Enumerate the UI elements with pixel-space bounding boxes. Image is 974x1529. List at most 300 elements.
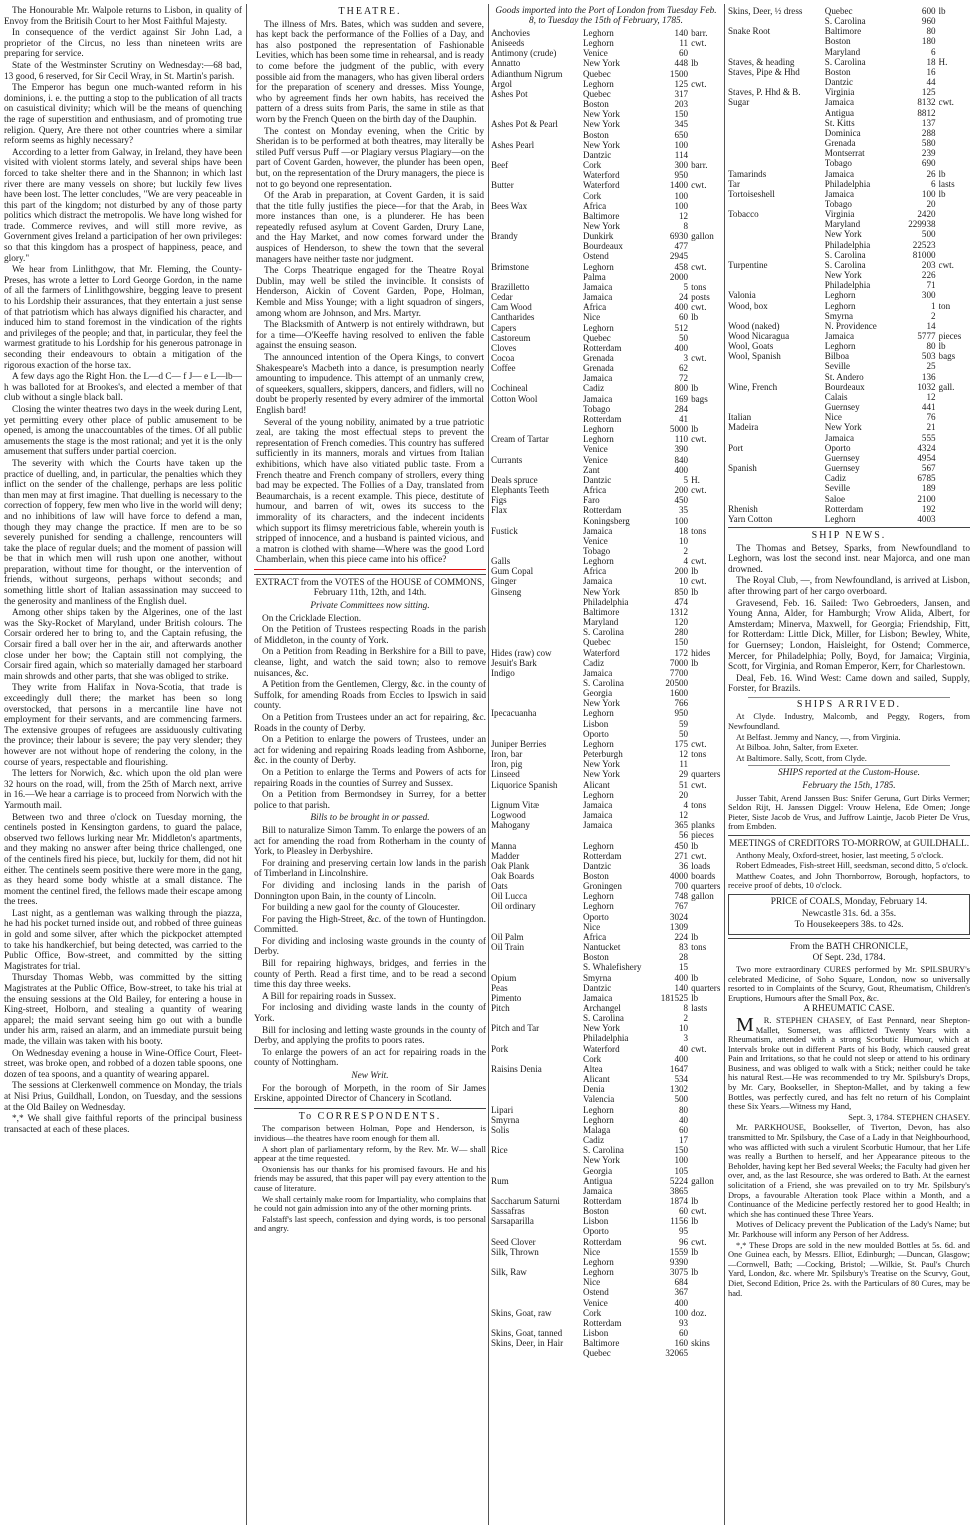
import-quantity: 56 [678, 830, 689, 841]
import-good [728, 250, 825, 260]
import-good: Italian [728, 412, 752, 423]
import-good [491, 444, 583, 454]
import-quantity: 4954 [917, 452, 936, 463]
commons-item: On a Petition from Reading in Berkshire for a Bill to pave, cleanse, light, and watch the said town; also to remove nuisances, &c. [254, 647, 486, 679]
import-quantity: 840 [674, 454, 689, 465]
import-row [728, 189, 970, 199]
import-port: Venice [583, 48, 608, 59]
import-row [491, 1216, 721, 1226]
import-row [491, 1166, 721, 1176]
import-quantity: 192 [921, 503, 936, 514]
import-good [728, 270, 825, 280]
import-unit [691, 1328, 721, 1338]
import-port: S. Carolina [824, 16, 866, 27]
import-unit [939, 118, 970, 128]
import-unit [939, 473, 970, 483]
import-unit [691, 241, 721, 251]
import-good: Currants [491, 454, 523, 465]
import-quantity: 229938 [908, 219, 936, 230]
import-row [728, 118, 970, 128]
import-good [491, 414, 583, 424]
import-port: Bilboa [824, 351, 850, 362]
import-port: Jamaica [583, 810, 613, 821]
import-good [491, 1277, 583, 1287]
import-port: Africa [583, 931, 607, 942]
import-port: Baltimore [824, 26, 862, 37]
import-row [491, 353, 721, 363]
import-row [491, 475, 721, 485]
import-row [491, 597, 721, 607]
import-unit: cwt. [691, 434, 707, 445]
import-quantity: 6930 [669, 231, 689, 242]
import-row [491, 282, 721, 292]
import-row [491, 1247, 721, 1257]
import-unit [691, 48, 721, 58]
import-row [491, 1267, 721, 1277]
import-row [491, 617, 721, 627]
import-row [728, 311, 970, 321]
import-quantity: 600 [921, 6, 936, 16]
correspondent-note: We shall certainly make room for Impartiality, who complains that he could not gain admission into any of the other morning prints. [254, 1194, 486, 1214]
import-row [491, 292, 721, 302]
import-quantity: 5 [683, 281, 689, 292]
import-port: Cork [583, 1307, 602, 1318]
import-row [728, 250, 970, 260]
import-row [728, 392, 970, 402]
import-unit [939, 402, 970, 412]
import-quantity: 18 [926, 56, 936, 67]
import-row [491, 1338, 721, 1348]
import-port: Venice [583, 444, 608, 455]
news-paragraph: The sessions at Clerkenwell commence on Monday, the trials at Nisi Prius, Guildhall, London, on Tuesday, and the sessions at the Old Bailey on Wednesday. [4, 1081, 242, 1113]
import-quantity: 62 [678, 363, 689, 374]
import-row [491, 130, 721, 140]
import-quantity: 80 [678, 1104, 689, 1115]
import-port: New York [583, 220, 620, 231]
import-unit [939, 209, 970, 219]
import-port: Archangel [583, 1003, 621, 1013]
import-port: Antigua [824, 107, 855, 118]
import-port: Groningen [583, 881, 622, 892]
import-good: Cloves [491, 342, 517, 353]
import-quantity: 317 [674, 88, 689, 99]
import-port: Leghorn [583, 891, 614, 902]
import-port: S. Carolina [583, 627, 624, 638]
import-quantity: 203 [674, 99, 689, 110]
import-unit [691, 191, 721, 201]
import-port: Denia [583, 1084, 605, 1095]
import-quantity: 11 [679, 38, 689, 49]
import-unit: cwt. [691, 180, 707, 191]
import-good: Lignum Vitæ [491, 799, 540, 810]
import-quantity: 40 [678, 1043, 689, 1054]
import-good [728, 402, 825, 412]
import-unit: lb [691, 566, 699, 577]
import-row [491, 912, 721, 922]
import-port: Antigua [583, 1175, 613, 1186]
import-unit [691, 333, 721, 343]
import-unit: gall. [938, 381, 955, 392]
import-unit: loads [691, 860, 711, 871]
import-port: Oporto [583, 728, 609, 739]
import-good: Tamarinds [728, 168, 767, 179]
import-port: Nice [583, 1246, 601, 1257]
import-good [491, 241, 583, 251]
import-unit [939, 321, 970, 331]
import-quantity: 100 [674, 200, 689, 211]
import-unit [691, 708, 721, 718]
import-good [491, 1013, 583, 1023]
import-unit: cwt. [691, 850, 707, 861]
import-quantity: 100 [674, 190, 689, 201]
theatre-article [254, 6, 486, 570]
import-row [491, 1105, 721, 1115]
import-unit [691, 1318, 721, 1328]
import-quantity: 400 [674, 972, 689, 983]
import-quantity: 189 [921, 483, 936, 494]
import-quantity: 200 [674, 485, 689, 496]
import-good: Deals spruce [491, 474, 538, 485]
import-good [728, 433, 825, 443]
drop-cap: M [736, 1013, 754, 1036]
import-row [491, 1135, 721, 1145]
import-good: Oil Train [491, 942, 525, 953]
import-port: Valencia [583, 1094, 615, 1105]
import-port: Leghorn [583, 322, 614, 333]
import-good [491, 597, 583, 607]
commons-item: A Petition from the Gentlemen, Clergy, &c. in the county of Suffolk, for amending Roads from Eccles to Ipswich in said county. [254, 680, 486, 712]
import-good [728, 473, 825, 483]
import-row [491, 536, 721, 546]
import-unit: cwt. [691, 302, 707, 313]
import-quantity: 3 [683, 353, 689, 363]
creditor-meeting: Robert Edmeades, Fish-street Hill, seedsman, second ditto, 5 o'clock. [736, 861, 969, 871]
news-paragraph: According to a letter from Galway, in Ireland, they have been visited with violent storms lately, and several ships have been forced to take shelter there and in the Shannon; in which last river there are many vessels on shore; but luckily few lives have been lost. The letter concludes, "We are very peaceable in this part of the kingdom; not disturbed by any of those party politics which distract the metropolis. We have long wished for trade. Commerce revives, and will still more revive, as Government gives Ireland a participation of her own privileges: so that this kingdom has a prospect of happiness, peace, and glory." [4, 147, 242, 264]
import-port: Boston [824, 66, 851, 77]
import-row [491, 201, 721, 211]
import-quantity: 21 [926, 422, 936, 433]
import-good: Iron, pig [491, 759, 523, 770]
import-quantity: 44 [926, 77, 936, 88]
import-port: Alicant [583, 1074, 610, 1085]
import-quantity: 1032 [917, 381, 936, 392]
import-port: Dantzic [824, 77, 854, 88]
import-row [491, 383, 721, 393]
import-good: Staves, Pipe & Hhd [728, 66, 800, 77]
imports-table-continued [728, 6, 970, 524]
import-good: Rice [491, 1145, 508, 1156]
import-row [491, 891, 721, 901]
import-port: Africa [583, 302, 607, 313]
import-quantity: 684 [674, 1277, 689, 1288]
import-good [728, 483, 825, 493]
import-unit: lb [938, 168, 946, 179]
import-unit: tons [691, 281, 707, 292]
import-good: Hides (raw) cow [491, 647, 552, 658]
column-rule [246, 4, 247, 1525]
news-paragraph: Between two and three o'clock on Tuesday morning, the centinels posted in Kensington gardens, to guard the palace, observed two fellows lurking near Mr. Middleton's apartments, and they making no answer after being thrice challenged, one of the centinels fired his piece, but, luckily for them, did not hit either. The centinels seem positive there were more in the gang, as they heard some body whistle at a small distance. The moment the centinel fired, the fellows made their escape among the trees. [4, 812, 242, 908]
import-port: Georgia [583, 688, 613, 699]
import-row [491, 302, 721, 312]
import-good [491, 536, 583, 546]
import-row [728, 108, 970, 118]
import-good [491, 170, 583, 180]
import-row [491, 637, 721, 647]
import-quantity: 51 [678, 779, 689, 790]
import-good: Brazilletto [491, 281, 530, 292]
import-good [491, 637, 583, 647]
import-port: Dominica [824, 127, 861, 138]
import-unit [691, 221, 721, 231]
import-unit: cwt. [691, 556, 707, 567]
import-port: Bourdeaux [824, 381, 865, 392]
bath-case-title: A RHEUMATIC CASE. [803, 1004, 895, 1015]
import-row [491, 1237, 721, 1247]
import-unit: boards [691, 870, 716, 881]
import-row [491, 1003, 721, 1013]
import-row [491, 800, 721, 810]
import-good [491, 1166, 583, 1176]
import-quantity: 1400 [669, 180, 689, 191]
import-good [491, 912, 583, 922]
import-unit [939, 483, 970, 493]
import-port: S. Carolina [583, 1145, 624, 1156]
import-unit: lb [691, 657, 699, 668]
import-quantity: 650 [674, 129, 689, 140]
imports-table [491, 28, 721, 1358]
import-quantity: 32065 [665, 1348, 689, 1359]
correspondent-note: A short plan of parliamentary reform, by the Rev. Mr. W— shall appear at the time requested. [254, 1144, 486, 1164]
import-unit [691, 109, 721, 119]
import-good: Mahogany [491, 820, 530, 831]
import-quantity: 450 [674, 495, 689, 506]
import-unit [691, 1287, 721, 1297]
import-unit [939, 372, 970, 382]
import-unit: cwt. [691, 1206, 707, 1217]
import-row [491, 28, 721, 38]
import-good: Valonia [728, 290, 756, 301]
import-good: Oil ordinary [491, 901, 536, 912]
import-port: S. Carolina [824, 56, 866, 67]
import-port: New York [583, 586, 620, 597]
news-paragraph: The letters for Norwich, &c. which upon the old plan were 32 hours on the road, will, from the 25th of March next, arrive in 16.—We hear a carriage is to proceed from Norwich with the Yarmouth mail. [4, 769, 242, 811]
commons-item: On the Cricklade Election. [262, 613, 362, 624]
import-port: Baltimore [583, 210, 620, 221]
import-quantity: 100 [674, 1155, 689, 1166]
import-unit: lb [938, 6, 946, 16]
import-unit [691, 810, 721, 820]
import-good [491, 1287, 583, 1297]
import-port: Rotterdam [583, 342, 622, 353]
import-good [491, 729, 583, 739]
import-port: Waterford [583, 180, 620, 191]
import-unit [691, 1074, 721, 1084]
import-row [728, 494, 970, 504]
theatre-paragraph: Several of the young nobility, animated by a true patriotic zeal, are taking the most effectual steps to prevent the representation of French comedies. This country has suffered sufficiently in its manners, morals and virtues from Italian exhibitions, which have also vitiated public taste. From a French theatre and French company of strollers, every thing bad may be expected. The Follies of a Day, translated from Beaumarchais, is a recent example. This piece, destitute of humour, and barren of wit, owes its success to the immorality of its characters, and the indecent incidents which support its flimsy meretricious fable, wherein youth is stripped of innocence, and a husband is painted vicious, and a matron is clothed with shame—Where was the good Lord Chamberlain, when this piece came into his office? [256, 417, 484, 566]
ship-arrived-item: At Bilboa. John, Salter, from Exeter. [736, 743, 859, 753]
divider [728, 527, 970, 528]
import-port: New York [583, 759, 620, 770]
import-quantity: 555 [921, 432, 936, 443]
import-good [491, 1084, 583, 1094]
import-row [491, 424, 721, 434]
correspondent-note: Falstaff's last speech, confession and dying words, is too personal and angry. [254, 1214, 486, 1234]
import-quantity: 7000 [669, 657, 689, 668]
import-quantity: 1312 [669, 606, 689, 617]
import-quantity: 4000 [669, 870, 689, 881]
import-port: Leghorn [583, 1104, 614, 1115]
import-good [491, 830, 583, 840]
import-unit [939, 199, 970, 209]
import-good [491, 251, 583, 261]
import-port: Tobago [583, 545, 611, 556]
import-quantity: 1156 [670, 1216, 689, 1227]
news-column-2 [254, 6, 486, 1523]
import-good: Indigo [491, 667, 515, 678]
import-row [491, 444, 721, 454]
ship-news-paragraph: Gravesend, Feb. 16. Sailed: Two Gebroeders, Jansen, and Young Anna, Alder, for Hamburgh; Vrow Alida, Albert, for Amsterdam; Minerva, Maxwell, for Georgia; Friendship, Fitt, for Rotterdam: Little Dick, Miller, for Lisbon; Bewley, White, for Guernsey; London, Haisleight, for Ostend; Commerce, Mercer, for Philadelphia; Polly, Boyd, for Jamaica; Virginia, Scott, for Virginia, and Roman Emperor, Kerr, for Charlestown. [728, 598, 970, 673]
import-good [491, 688, 583, 698]
import-unit [691, 1125, 721, 1135]
commons-item: On a Petition from Trustees under an act for repairing, &c. Roads in the county of Derby. [254, 713, 486, 734]
import-good [491, 546, 583, 556]
import-unit [691, 99, 721, 109]
import-good [491, 1226, 583, 1236]
commons-item: To enlarge the powers of an act for repairing roads in the county of Nottingham. [254, 1047, 486, 1069]
import-good: Tobacco [728, 209, 759, 220]
import-unit [939, 412, 970, 422]
ships-arrived-heading: SHIPS ARRIVED. [796, 698, 902, 710]
import-unit [939, 67, 970, 77]
import-port: Rotterdam [583, 1317, 622, 1328]
divider [254, 1108, 486, 1109]
import-row [491, 1145, 721, 1155]
import-good: Coffee [491, 363, 516, 374]
import-row [728, 361, 970, 371]
import-quantity: 60 [678, 1206, 689, 1217]
import-row [728, 219, 970, 229]
import-quantity: 76 [926, 412, 936, 423]
import-good: Cotton Wool [491, 393, 538, 404]
import-quantity: 474 [674, 596, 689, 607]
import-row [491, 272, 721, 282]
import-port: Altea [583, 1063, 603, 1074]
import-port: Cadiz [583, 1135, 605, 1146]
import-good: Argol [491, 78, 513, 89]
import-unit [691, 668, 721, 678]
import-quantity: 125 [921, 87, 936, 98]
import-good [491, 607, 583, 617]
import-good [491, 150, 583, 160]
import-row [491, 505, 721, 515]
news-paragraph: State of the Westminster Scrutiny on Wednesday:—68 bad, 13 good, 6 reserved, for Sir Cecil Wray, in St. Martin's parish. [4, 60, 242, 82]
import-row [728, 301, 970, 311]
import-good: Tar [728, 178, 740, 189]
import-quantity: 400 [674, 302, 689, 313]
import-unit [939, 26, 970, 36]
import-row [728, 260, 970, 270]
import-port: Montserrat [824, 148, 865, 159]
import-row [728, 402, 970, 412]
import-good: Logwood [491, 810, 526, 821]
import-good: Saccharum Saturni [491, 1195, 560, 1206]
import-quantity: 125 [674, 78, 689, 89]
import-unit: gallon [691, 1175, 714, 1186]
import-port: New York [583, 1155, 620, 1166]
import-good: Antimony (crude) [491, 48, 557, 59]
import-quantity: 1559 [669, 1246, 689, 1257]
import-good: Seed Clover [491, 1236, 536, 1247]
import-unit [939, 240, 970, 250]
import-good [491, 465, 583, 475]
import-good: Cocoa [491, 353, 515, 363]
import-row [491, 333, 721, 343]
import-unit [939, 148, 970, 158]
import-port: Leghorn [824, 290, 856, 301]
import-good: Smyrna [491, 1114, 520, 1125]
import-good: Cedar [491, 292, 513, 303]
import-good [728, 311, 825, 321]
import-quantity: 441 [921, 402, 936, 413]
import-good [491, 1074, 583, 1084]
import-quantity: 690 [921, 158, 936, 169]
import-unit [691, 1054, 721, 1064]
import-unit [691, 922, 721, 932]
import-good: Wine, French [728, 381, 778, 392]
import-row [491, 1196, 721, 1206]
import-good: Silk, Thrown [491, 1246, 539, 1257]
import-quantity: 20500 [665, 678, 689, 688]
import-row [728, 179, 970, 189]
import-row [491, 739, 721, 749]
import-unit [939, 219, 970, 229]
import-port: Oporto [583, 911, 609, 922]
import-quantity: 25 [926, 361, 936, 372]
import-port: Dunkirk [583, 231, 614, 242]
import-good: Staves, & heading [728, 56, 795, 67]
import-unit [691, 1257, 721, 1267]
import-good [491, 1054, 583, 1064]
import-port: Dantzic [583, 860, 612, 871]
import-unit [691, 251, 721, 261]
import-quantity: 203 [921, 259, 936, 270]
import-port: Seville [824, 361, 851, 372]
import-unit: lb [691, 992, 699, 1003]
import-good: Cochineal [491, 383, 528, 394]
import-quantity: 367 [674, 1287, 689, 1298]
import-quantity: 93 [678, 1317, 689, 1328]
import-good: Oil Palm [491, 931, 524, 942]
import-good [491, 191, 583, 201]
import-port: Calais [824, 391, 848, 402]
import-port: Tobago [824, 158, 852, 169]
import-unit: lb [691, 1267, 699, 1278]
import-unit [691, 272, 721, 282]
import-port: Jamaica [583, 1185, 613, 1196]
import-good: Oil Lucca [491, 891, 528, 902]
import-good: Liquorice Spanish [491, 779, 558, 790]
bath-intro: Two more extraordinary CURES performed by Mr. SPILSBURY's celebrated Medicine, of Soho Square, London, now so universally resorted to in Complaints of the Scurvy, Gout, Rheumatism, Children's Eruptions, Humours after the Small Pox, &c. [728, 964, 970, 1003]
import-quantity: 72 [678, 373, 689, 384]
import-row [491, 180, 721, 190]
import-unit [691, 1348, 721, 1358]
import-row [728, 483, 970, 493]
import-row [491, 962, 721, 972]
import-port: Jamaica [824, 331, 855, 341]
import-unit: lb [938, 341, 946, 352]
import-good: Raisins Denia [491, 1063, 542, 1074]
import-port: Leghorn [583, 28, 614, 38]
